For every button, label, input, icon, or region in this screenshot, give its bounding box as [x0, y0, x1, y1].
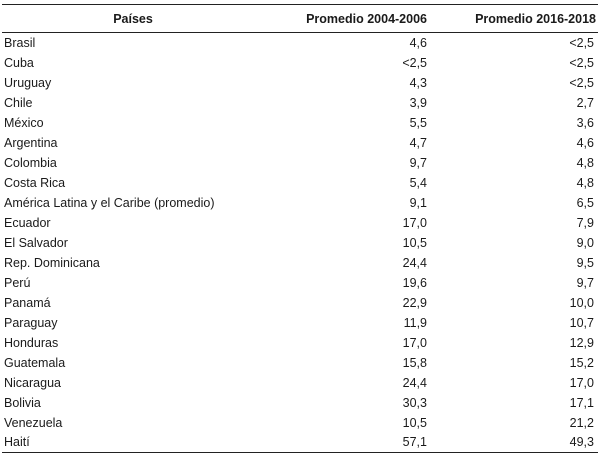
- country-cell: Argentina: [4, 135, 58, 150]
- table-body: [2, 33, 598, 453]
- table-row: [2, 73, 598, 93]
- country-cell: Ecuador: [4, 215, 51, 230]
- table-row: [2, 213, 598, 233]
- country-cell: Cuba: [4, 55, 34, 70]
- country-cell: Chile: [4, 95, 33, 110]
- undernourishment-table: [2, 4, 598, 453]
- avg-2004-2006-cell: 5,4: [409, 175, 427, 190]
- avg-2016-2018-cell: 10,0: [569, 295, 594, 310]
- avg-2016-2018-cell: 15,2: [569, 355, 594, 370]
- avg-2004-2006-cell: 17,0: [402, 215, 427, 230]
- header-avg-2004-2006: Promedio 2004-2006: [264, 5, 429, 33]
- avg-2004-2006-cell: 19,6: [402, 275, 427, 290]
- avg-2004-2006-cell: 57,1: [264, 433, 429, 453]
- avg-2016-2018-cell: <2,5: [569, 35, 594, 50]
- table-row: [2, 153, 598, 173]
- country-cell: Colombia: [4, 155, 57, 170]
- avg-2004-2006-cell: 22,9: [402, 295, 427, 310]
- country-cell: Guatemala: [4, 355, 66, 370]
- table-row: [2, 333, 598, 353]
- table-row: [2, 173, 598, 193]
- country-cell: Paraguay: [4, 315, 58, 330]
- table-row: [2, 373, 598, 393]
- avg-2016-2018-cell: 12,9: [569, 335, 594, 350]
- table-row: [2, 233, 598, 253]
- avg-2016-2018-cell: 7,9: [576, 215, 594, 230]
- avg-2016-2018-cell: 17,1: [569, 395, 594, 410]
- country-cell: Nicaragua: [4, 375, 61, 390]
- avg-2016-2018-cell: 4,8: [576, 155, 594, 170]
- avg-2004-2006-cell: 15,8: [402, 355, 427, 370]
- country-cell: Uruguay: [4, 75, 52, 90]
- avg-2004-2006-cell: 10,5: [402, 235, 427, 250]
- avg-2016-2018-cell: 10,7: [569, 315, 594, 330]
- avg-2016-2018-cell: 9,0: [576, 235, 594, 250]
- country-cell: Rep. Dominicana: [4, 255, 100, 270]
- avg-2004-2006-cell: 24,4: [402, 375, 427, 390]
- country-cell: Panamá: [4, 295, 51, 310]
- avg-2004-2006-cell: 10,5: [402, 415, 427, 430]
- avg-2004-2006-cell: 5,5: [409, 115, 427, 130]
- country-cell: Brasil: [4, 35, 36, 50]
- table-row: [2, 433, 598, 453]
- avg-2004-2006-cell: 9,1: [409, 195, 427, 210]
- avg-2004-2006-cell: 17,0: [402, 335, 427, 350]
- table-row: [2, 33, 598, 53]
- country-cell: Bolivia: [4, 395, 41, 410]
- country-cell: América Latina y el Caribe (promedio): [4, 195, 215, 210]
- table-row: [2, 113, 598, 133]
- avg-2004-2006-cell: 4,6: [409, 35, 427, 50]
- avg-2016-2018-cell: 9,7: [576, 275, 594, 290]
- country-cell: Honduras: [4, 335, 59, 350]
- avg-2016-2018-cell: 2,7: [576, 95, 594, 110]
- table-row: [2, 133, 598, 153]
- country-cell: México: [4, 115, 44, 130]
- avg-2004-2006-cell: 4,7: [409, 135, 427, 150]
- country-cell: Perú: [4, 275, 31, 290]
- table-row: [2, 53, 598, 73]
- table-row: [2, 93, 598, 113]
- avg-2016-2018-cell: 3,6: [576, 115, 594, 130]
- avg-2016-2018-cell: 49,3: [429, 433, 598, 453]
- avg-2004-2006-cell: 3,9: [409, 95, 427, 110]
- table-row: [2, 413, 598, 433]
- avg-2004-2006-cell: 30,3: [402, 395, 427, 410]
- avg-2016-2018-cell: 21,2: [569, 415, 594, 430]
- avg-2004-2006-cell: 9,7: [409, 155, 427, 170]
- avg-2016-2018-cell: 6,5: [576, 195, 594, 210]
- avg-2016-2018-cell: 4,8: [576, 175, 594, 190]
- table-row: [2, 393, 598, 413]
- country-cell: Haití: [2, 433, 264, 453]
- country-cell: Costa Rica: [4, 175, 66, 190]
- avg-2004-2006-cell: 4,3: [409, 75, 427, 90]
- data-table-container: [2, 4, 598, 453]
- country-cell: Venezuela: [4, 415, 63, 430]
- header-avg-2016-2018: Promedio 2016-2018: [429, 5, 598, 33]
- avg-2004-2006-cell: <2,5: [402, 55, 427, 70]
- header-countries: Países: [2, 5, 264, 33]
- avg-2016-2018-cell: 17,0: [569, 375, 594, 390]
- table-row: [2, 273, 598, 293]
- avg-2016-2018-cell: <2,5: [569, 75, 594, 90]
- table-row: [2, 353, 598, 373]
- header-row: [2, 5, 598, 33]
- avg-2004-2006-cell: 24,4: [402, 255, 427, 270]
- avg-2004-2006-cell: 11,9: [403, 315, 427, 330]
- avg-2016-2018-cell: 9,5: [576, 255, 594, 270]
- table-row: [2, 253, 598, 273]
- avg-2016-2018-cell: <2,5: [569, 55, 594, 70]
- avg-2016-2018-cell: 4,6: [576, 135, 594, 150]
- table-row: [2, 193, 598, 213]
- table-row: [2, 313, 598, 333]
- table-header: [2, 5, 598, 33]
- table-row: [2, 293, 598, 313]
- country-cell: El Salvador: [4, 235, 68, 250]
